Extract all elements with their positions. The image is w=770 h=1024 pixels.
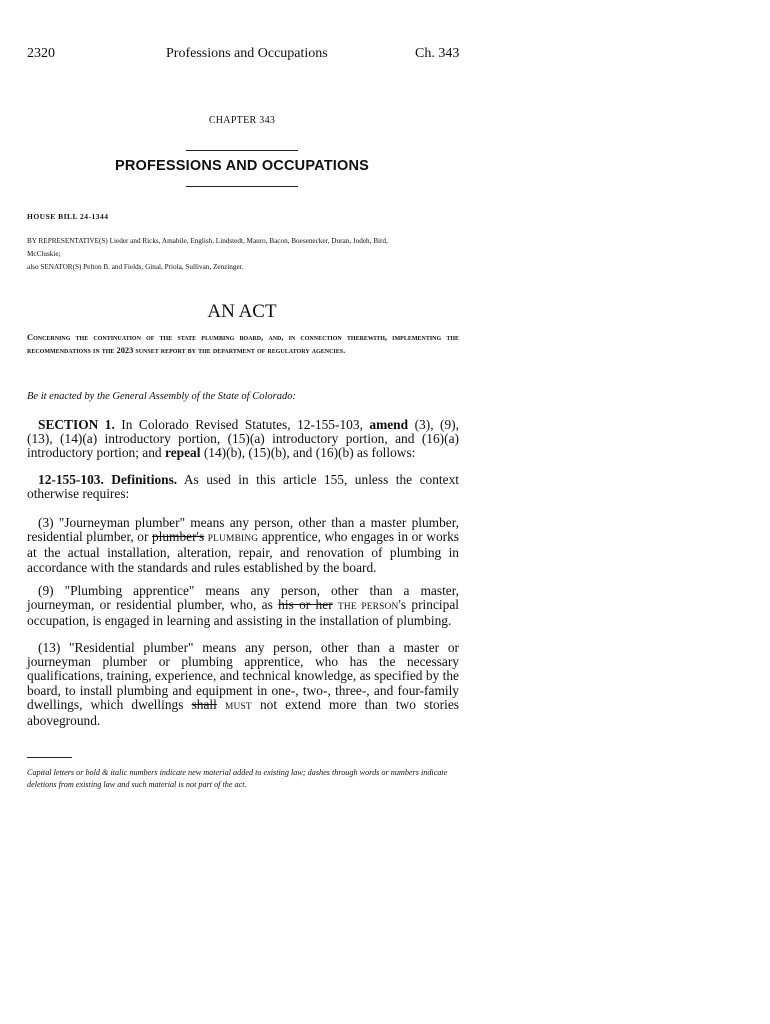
act-title-text: oncerning the continuation of the state plumbing board, and, in connection therewith, implementing the recommendations in the <box>27 333 459 355</box>
title-rule-top <box>186 150 298 151</box>
bill-id: HOUSE BILL 24-1344 <box>27 212 109 221</box>
section-1-paragraph <box>27 418 459 461</box>
repeal-keyword: repeal <box>165 445 201 461</box>
running-title: Professions and Occupations <box>166 46 328 61</box>
act-title-initial: C <box>27 333 34 342</box>
chapter-title: PROFESSIONS AND OCCUPATIONS <box>114 158 370 174</box>
definitions-paragraph <box>27 473 459 501</box>
subsection-13-deleted-text: shall <box>191 696 217 712</box>
section-1-text-c: (14)(b), (15)(b), and (16)(b) as follows: <box>203 445 416 461</box>
subsection-3-text-b: apprentice, who engages in or works at the actual installation, alteration, repair, and renovation of plumbing in accordance with the standards and rules established by the board. <box>27 529 459 575</box>
act-title <box>27 332 459 357</box>
subsection-9-text-b: 's principal occupation, is engaged in learning and assisting in the installation of plumbing. <box>27 597 459 629</box>
definitions-text: As used in this article 155, unless the context otherwise requires: <box>27 472 459 502</box>
act-title-year: 2023 <box>116 345 134 355</box>
act-heading: AN ACT <box>207 301 277 322</box>
subsection-9-paragraph <box>27 584 459 629</box>
sponsors-representatives-line2: McCluskie; <box>27 250 61 258</box>
subsection-13-text-a: (13) "Residential plumber" means any person, other than a master or journeyman plumber or plumbing apprentice, who has the necessary qualifications, training, experience, and technical knowledge, as specified by the board, to install plumbing and equipment in one-, two-, three-, and four-family dwellings, which dwellings <box>27 640 459 712</box>
sponsors-senators: also SENATOR(S) Pelton B. and Fields, Ginal, Priola, Sullivan, Zenzinger. <box>27 263 244 271</box>
act-title-end: sunset report by the department of regulatory agencies. <box>135 345 346 355</box>
section-1-text-b: (3), (9), (13), (14)(a) introductory portion, (15)(a) introductory portion, and (16)(a) introductory portion; and <box>27 417 459 461</box>
sponsors-representatives-line1: BY REPRESENTATIVE(S) Lieder and Ricks, Amabile, English, Lindstedt, Mauro, Bacon, Boesenecker, Duran, Jodeh, Bird, <box>27 237 388 245</box>
subsection-9-deleted-text: his or her <box>278 597 333 613</box>
subsection-3-deleted-text: plumber's <box>151 529 205 545</box>
enacting-clause: Be it enacted by the General Assembly of the State of Colorado: <box>27 391 296 402</box>
chapter-reference: Ch. 343 <box>415 46 460 61</box>
subsection-9-text-a: (9) "Plumbing apprentice" means any person, other than a master, journeyman, or residential plumber, who, as <box>27 583 459 613</box>
subsection-13-paragraph <box>27 641 459 728</box>
subsection-3-text-a: (3) "Journeyman plumber" means any person, other than a master plumber, residential plumber, or <box>27 515 459 545</box>
page-number: 2320 <box>27 46 55 61</box>
title-rule-bottom <box>186 186 298 187</box>
subsection-3-paragraph <box>27 516 459 575</box>
subsection-9-added-text: THE PERSON <box>337 602 399 613</box>
definitions-heading: 12-155-103. Definitions. <box>38 472 178 487</box>
subsection-13-added-text: MUST <box>225 701 252 712</box>
subsection-13-text-b: not extend more than two stories aboveground. <box>27 696 459 729</box>
section-1-label: SECTION 1. <box>38 417 115 432</box>
footnote-rule <box>27 757 72 758</box>
subsection-3-added-text: PLUMBING <box>207 534 259 545</box>
chapter-label: CHAPTER 343 <box>208 115 276 126</box>
footnote: Capital letters or bold & italic numbers indicate new material added to existing law; dashes through words or numbers indicate deletions from existing law and such material is not part of the act. <box>27 768 448 789</box>
amend-keyword: amend <box>369 417 409 432</box>
section-1-text-a: In Colorado Revised Statutes, 12-155-103, <box>121 417 363 432</box>
